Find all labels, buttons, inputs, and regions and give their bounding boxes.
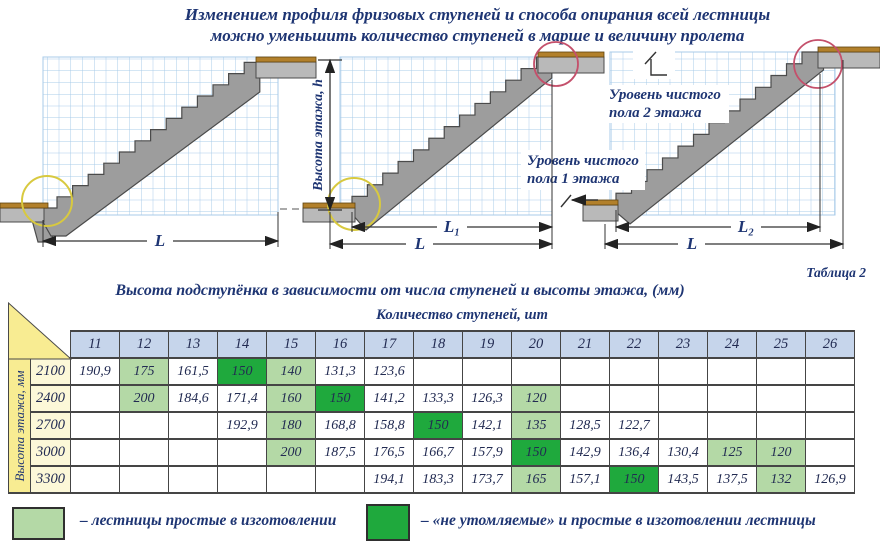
dim-L1-label: L₁ <box>443 217 461 236</box>
cell <box>757 385 806 412</box>
cell: 173,7 <box>463 466 512 493</box>
floor-strip-d1-top <box>256 57 316 62</box>
cell: 130,4 <box>659 439 708 466</box>
slab-floor2-d2 <box>538 57 604 73</box>
dim-L-d2-label: L <box>414 234 426 253</box>
col-header: 16 <box>316 331 365 358</box>
cell: 194,1 <box>365 466 414 493</box>
cell: 171,4 <box>218 385 267 412</box>
legend-label-dark-green: – «не утомляемые» и простые в изготовлении лестницы <box>421 512 816 529</box>
cell <box>71 385 120 412</box>
cell: 150 <box>316 385 365 412</box>
slab-landing-d1 <box>256 62 316 78</box>
slab-floor1-d3 <box>583 205 618 221</box>
cell: 125 <box>708 439 757 466</box>
row-group-label-text: Высота этажа, мм <box>11 369 27 482</box>
cell: 143,5 <box>659 466 708 493</box>
table-row <box>9 412 855 439</box>
cell: 160 <box>267 385 316 412</box>
level2-label-line2: пола 2 этажа <box>609 105 702 121</box>
cell: 132 <box>757 466 806 493</box>
cell: 183,3 <box>414 466 463 493</box>
cell <box>708 385 757 412</box>
cell: 120 <box>757 439 806 466</box>
cell <box>806 412 855 439</box>
cell <box>169 412 218 439</box>
cell: 157,1 <box>561 466 610 493</box>
column-group-label: Количество ступеней, шт <box>376 307 548 323</box>
cell: 120 <box>512 385 561 412</box>
col-header: 12 <box>120 331 169 358</box>
cell: 140 <box>267 358 316 385</box>
level2-label-line1: Уровень чистого <box>609 87 721 103</box>
cell <box>463 358 512 385</box>
table-row <box>9 466 855 493</box>
cell: 180 <box>267 412 316 439</box>
col-header: 13 <box>169 331 218 358</box>
cell <box>659 412 708 439</box>
col-header: 17 <box>365 331 414 358</box>
cell <box>806 439 855 466</box>
slab-floor2-d3 <box>818 52 880 68</box>
floor-strip-d2-top <box>538 52 604 57</box>
cell: 200 <box>120 385 169 412</box>
cell <box>512 358 561 385</box>
cell <box>806 385 855 412</box>
cell: 158,8 <box>365 412 414 439</box>
row-header: 3300 <box>31 466 71 493</box>
cell <box>414 358 463 385</box>
cell: 150 <box>414 412 463 439</box>
cell <box>71 439 120 466</box>
cell <box>120 466 169 493</box>
cell: 192,9 <box>218 412 267 439</box>
dim-L2-label: L₂ <box>737 217 755 236</box>
cell <box>169 466 218 493</box>
riser-height-table <box>8 330 855 494</box>
col-header: 21 <box>561 331 610 358</box>
cell <box>169 439 218 466</box>
table-title: Высота подступёнка в зависимости от числа ступеней и высоты этажа, (мм) <box>115 282 685 299</box>
cell <box>610 385 659 412</box>
cell: 187,5 <box>316 439 365 466</box>
col-header: 23 <box>659 331 708 358</box>
cell <box>708 358 757 385</box>
cell: 165 <box>512 466 561 493</box>
col-header: 26 <box>806 331 855 358</box>
cell <box>659 385 708 412</box>
cell: 161,5 <box>169 358 218 385</box>
row-header: 2100 <box>31 358 71 385</box>
cell <box>757 412 806 439</box>
floor-strip-d3-top <box>818 47 880 52</box>
cell: 150 <box>512 439 561 466</box>
row-group-label <box>9 358 31 493</box>
header-row <box>9 331 855 358</box>
legend-label-light-green: – лестницы простые в изготовлении <box>80 512 337 529</box>
cell <box>120 412 169 439</box>
page-title-line1: Изменением профиля фризовых ступеней и способа опирания всей лестницы <box>184 5 771 24</box>
cell <box>71 412 120 439</box>
cell: 150 <box>218 358 267 385</box>
storey-height-label: Высота этажа, h <box>311 79 326 191</box>
cell: 175 <box>120 358 169 385</box>
cell: 141,2 <box>365 385 414 412</box>
cell: 200 <box>267 439 316 466</box>
cell: 126,3 <box>463 385 512 412</box>
level-mark-floor1-tick <box>561 195 571 207</box>
cell: 168,8 <box>316 412 365 439</box>
cell <box>659 358 708 385</box>
table-caption: Таблица 2 <box>806 265 866 280</box>
row-header: 3000 <box>31 439 71 466</box>
cell: 126,9 <box>806 466 855 493</box>
cell: 137,5 <box>708 466 757 493</box>
dim-L-d3-label: L <box>686 234 698 253</box>
dim-L-d1-label: L <box>154 231 166 250</box>
cell: 142,9 <box>561 439 610 466</box>
cell <box>708 412 757 439</box>
row-header: 2700 <box>31 412 71 439</box>
cell: 150 <box>610 466 659 493</box>
cell: 131,3 <box>316 358 365 385</box>
cell <box>120 439 169 466</box>
cell: 136,4 <box>610 439 659 466</box>
cell <box>757 358 806 385</box>
cell <box>267 466 316 493</box>
col-header: 20 <box>512 331 561 358</box>
cell <box>561 358 610 385</box>
cell: 190,9 <box>71 358 120 385</box>
cell: 142,1 <box>463 412 512 439</box>
table-row <box>9 385 855 412</box>
level1-label-line2: пола 1 этажа <box>527 171 620 187</box>
floor-strip-d1-bottom <box>0 203 48 208</box>
table-row <box>9 439 855 466</box>
cell: 135 <box>512 412 561 439</box>
cell <box>71 466 120 493</box>
cell: 128,5 <box>561 412 610 439</box>
corner-triangle <box>8 300 72 360</box>
row-header: 2400 <box>31 385 71 412</box>
cell <box>610 358 659 385</box>
label-backing <box>633 47 675 79</box>
legend-swatch-dark-green <box>366 504 410 541</box>
cell <box>806 358 855 385</box>
col-header: 24 <box>708 331 757 358</box>
page-title-line2: можно уменьшить количество ступеней в марше и величину пролета <box>210 25 745 45</box>
col-header: 11 <box>71 331 120 358</box>
col-header: 25 <box>757 331 806 358</box>
col-header: 22 <box>610 331 659 358</box>
floor-strip-d3-bottom <box>583 200 618 205</box>
cell <box>218 439 267 466</box>
col-header: 14 <box>218 331 267 358</box>
level1-label-line1: Уровень чистого <box>527 153 639 169</box>
col-header: 15 <box>267 331 316 358</box>
table-row <box>9 358 855 385</box>
cell <box>218 466 267 493</box>
cell <box>316 466 365 493</box>
cell: 184,6 <box>169 385 218 412</box>
cell: 122,7 <box>610 412 659 439</box>
cell: 166,7 <box>414 439 463 466</box>
stair-diagrams <box>0 0 880 265</box>
corner-triangle-shape <box>9 303 72 359</box>
cell: 157,9 <box>463 439 512 466</box>
cell <box>561 385 610 412</box>
slab-floor1-d1 <box>0 208 44 222</box>
col-header: 18 <box>414 331 463 358</box>
cell: 176,5 <box>365 439 414 466</box>
cell: 133,3 <box>414 385 463 412</box>
col-header: 19 <box>463 331 512 358</box>
legend-swatch-light-green <box>12 507 65 540</box>
cell: 123,6 <box>365 358 414 385</box>
